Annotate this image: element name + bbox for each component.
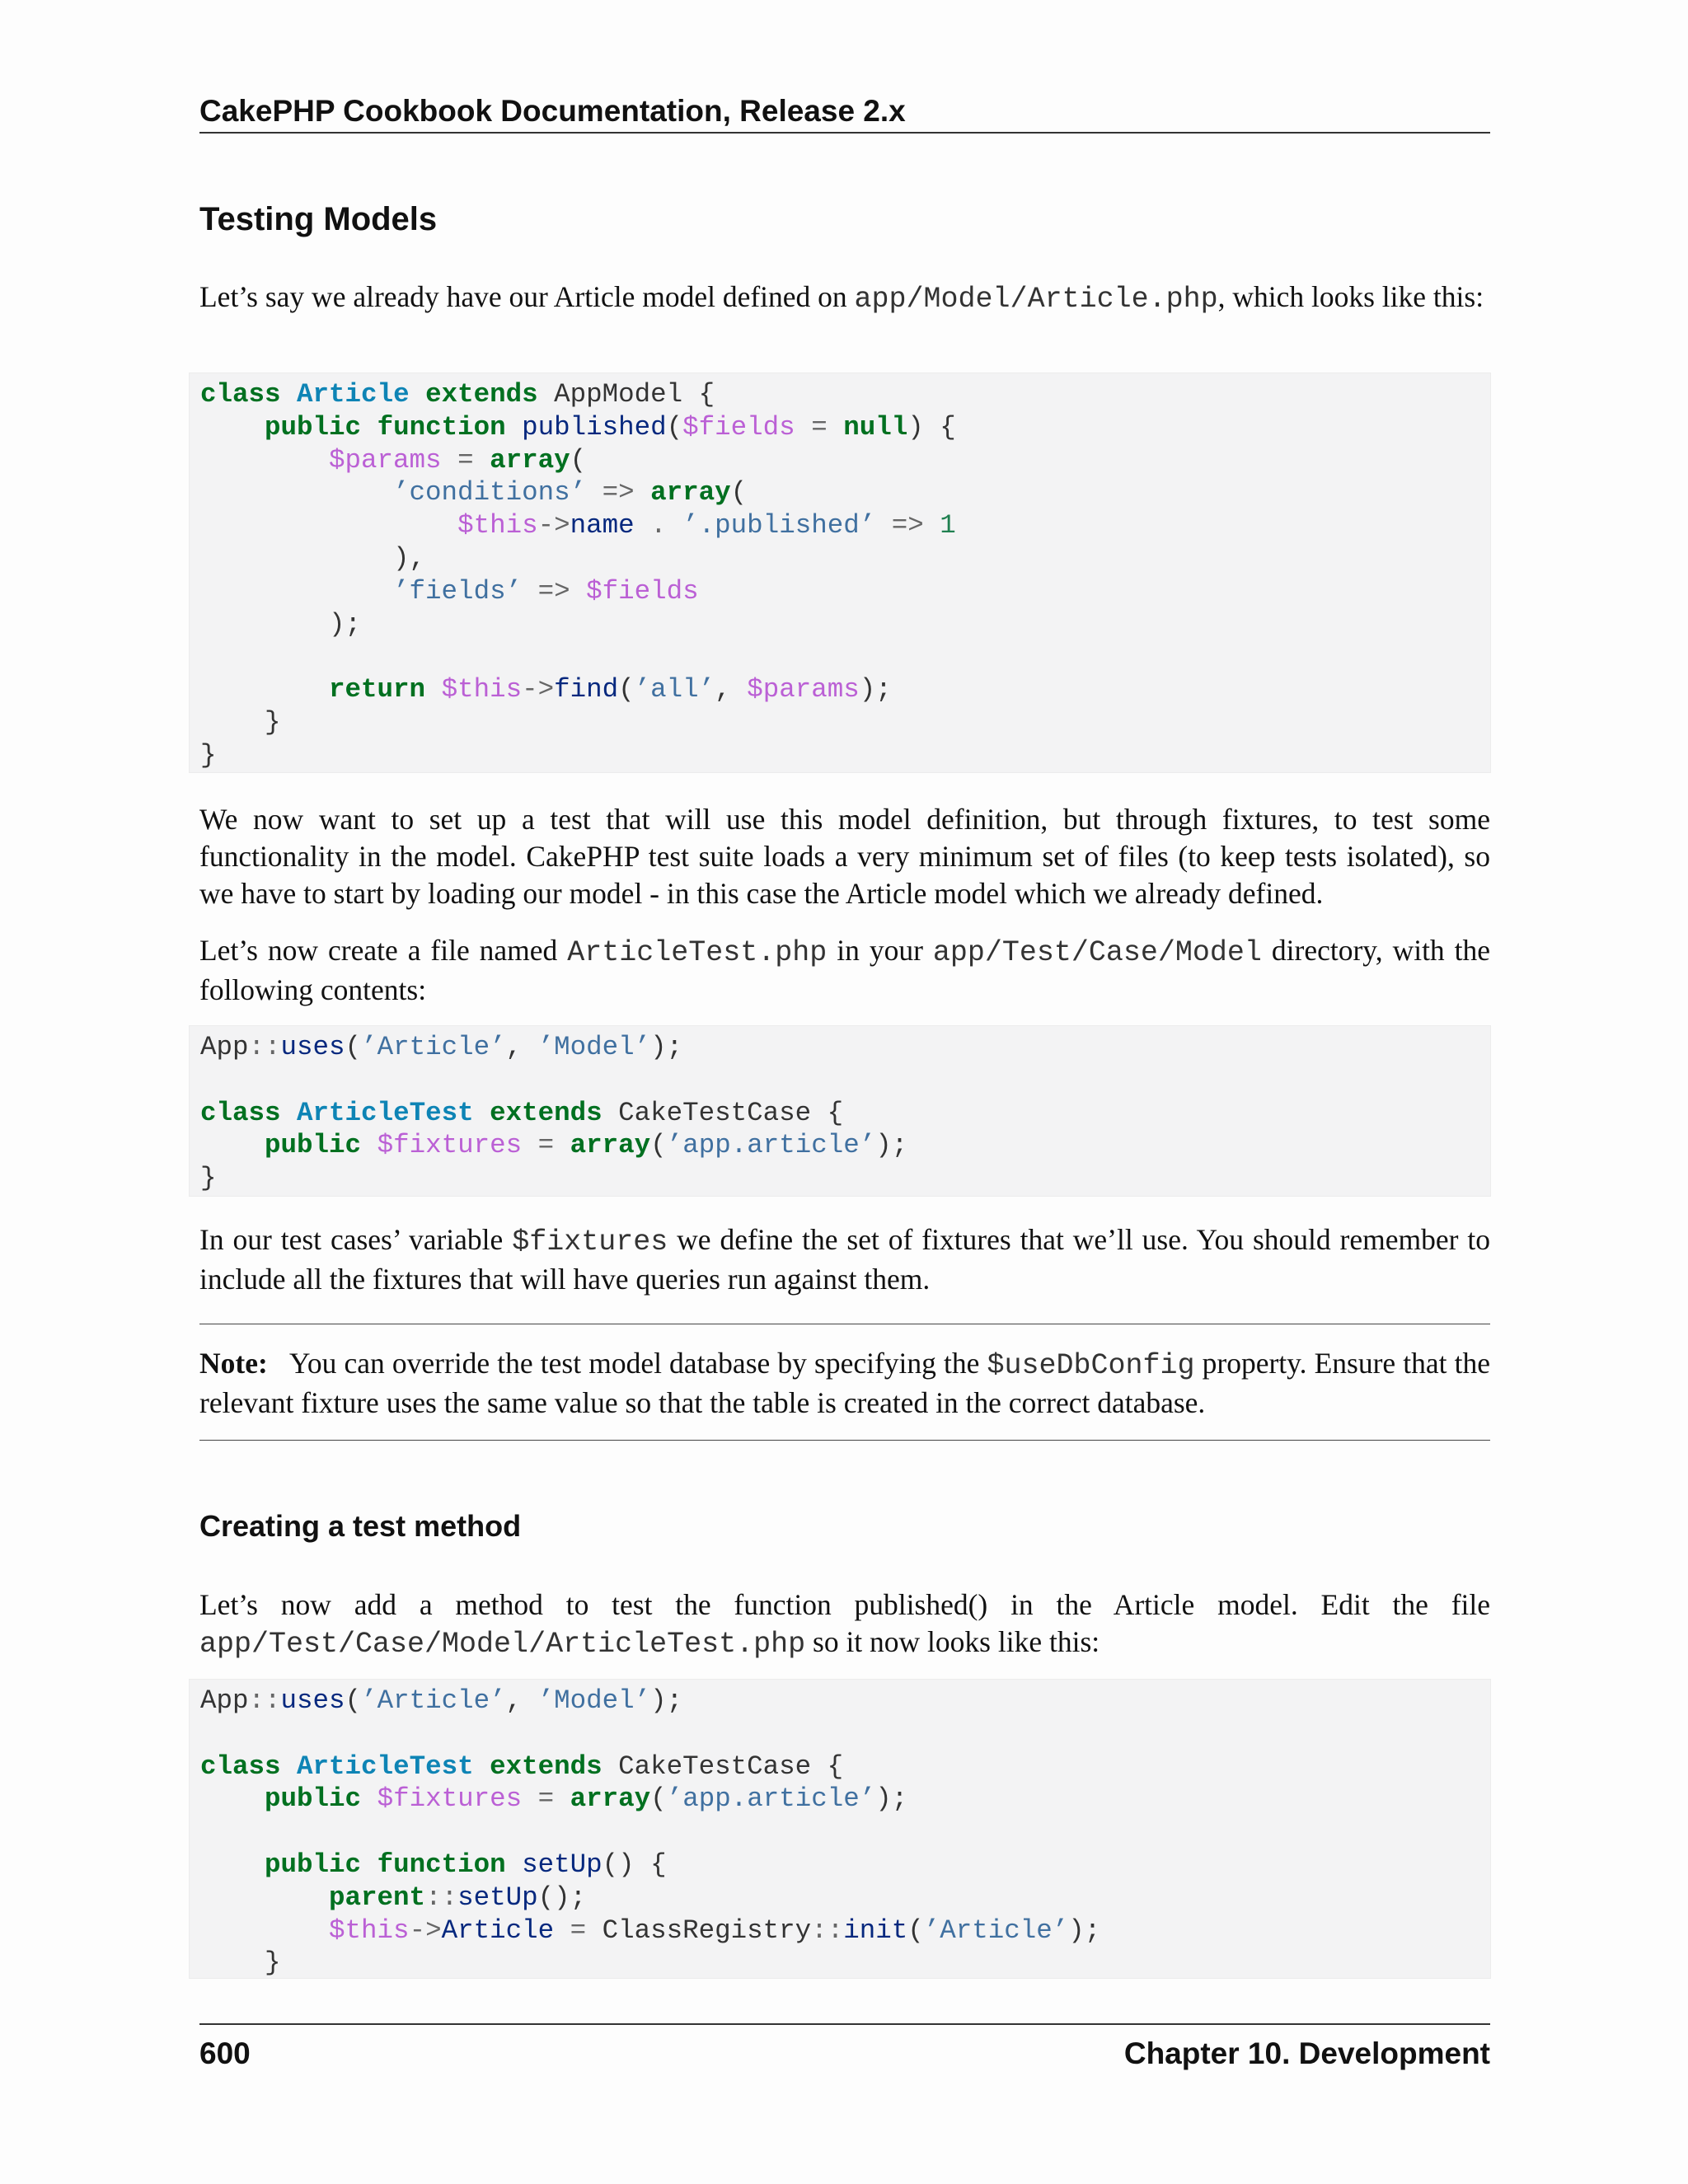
note-bottom-rule [199,1440,1490,1441]
code-article-model: class Article extends AppModel { public function published($fields = null) { $params = array( ’conditions’ => array( $this->name . ’.published’ => 1 ), ’fields’ => $fields ); return $this->find(’all’, $params); } } [200,379,956,771]
code-block-article-model [189,373,1491,773]
chapter-title: Chapter 10. Development [1123,2036,1490,2070]
code-article-test: App::uses(’Article’, ’Model’); class ArticleTest extends CakeTestCase { public $fixtures = array(’app.article’); } [200,1032,908,1194]
code-block-article-test [189,1025,1491,1197]
test-method-paragraph: Let’s now add a method to test the function published() in the Article model. Edit the file app/Test/Case/Model/ArticleTest.php so it now looks like this: [199,1588,1490,1661]
note-box: Note: You can override the test model database by specifying the $useDbConfig property. Ensure that the relevant fixture uses the same value so that the table is created in the correct database. [199,1347,1491,1419]
fixtures-explanation-paragraph: We now want to set up a test that will use this model definition, but through fixtures, to test some functionality in the model. CakePHP test suite loads a very minimum set of files (to keep tests isolated), so we have to start by loading our model - in this case the Article model which we already defined. [199,803,1490,910]
running-header: CakePHP Cookbook Documentation, Release 2.x [199,94,906,128]
code-block-test-method [189,1679,1491,1979]
fixtures-variable-paragraph: In our test cases’ variable $fixtures we define the set of fixtures that we’ll use. You should remember to include all the fixtures that will have queries run against them. [199,1223,1490,1296]
page-number: 600 [199,2036,251,2070]
header-rule [199,132,1490,134]
intro-paragraph: Let’s say we already have our Article model defined on app/Model/Article.php, which looks like this: [199,280,1484,316]
subsection-title: Creating a test method [199,1509,522,1543]
code-test-method: App::uses(’Article’, ’Model’); class ArticleTest extends CakeTestCase { public $fixtures = array(’app.article’); public function setUp() { parent::setUp(); $this->Article = ClassRegistry::init(’Article’); } [200,1685,1101,1979]
note-label: Note: [199,1347,268,1380]
document-page [199,0,1490,2184]
inline-code-path: app/Model/Article.php [854,283,1218,316]
footer-rule [199,2023,1490,2025]
section-title: Testing Models [199,201,438,237]
create-file-paragraph: Let’s now create a file named ArticleTest.php in your app/Test/Case/Model directory, with the following contents: [199,934,1491,1006]
